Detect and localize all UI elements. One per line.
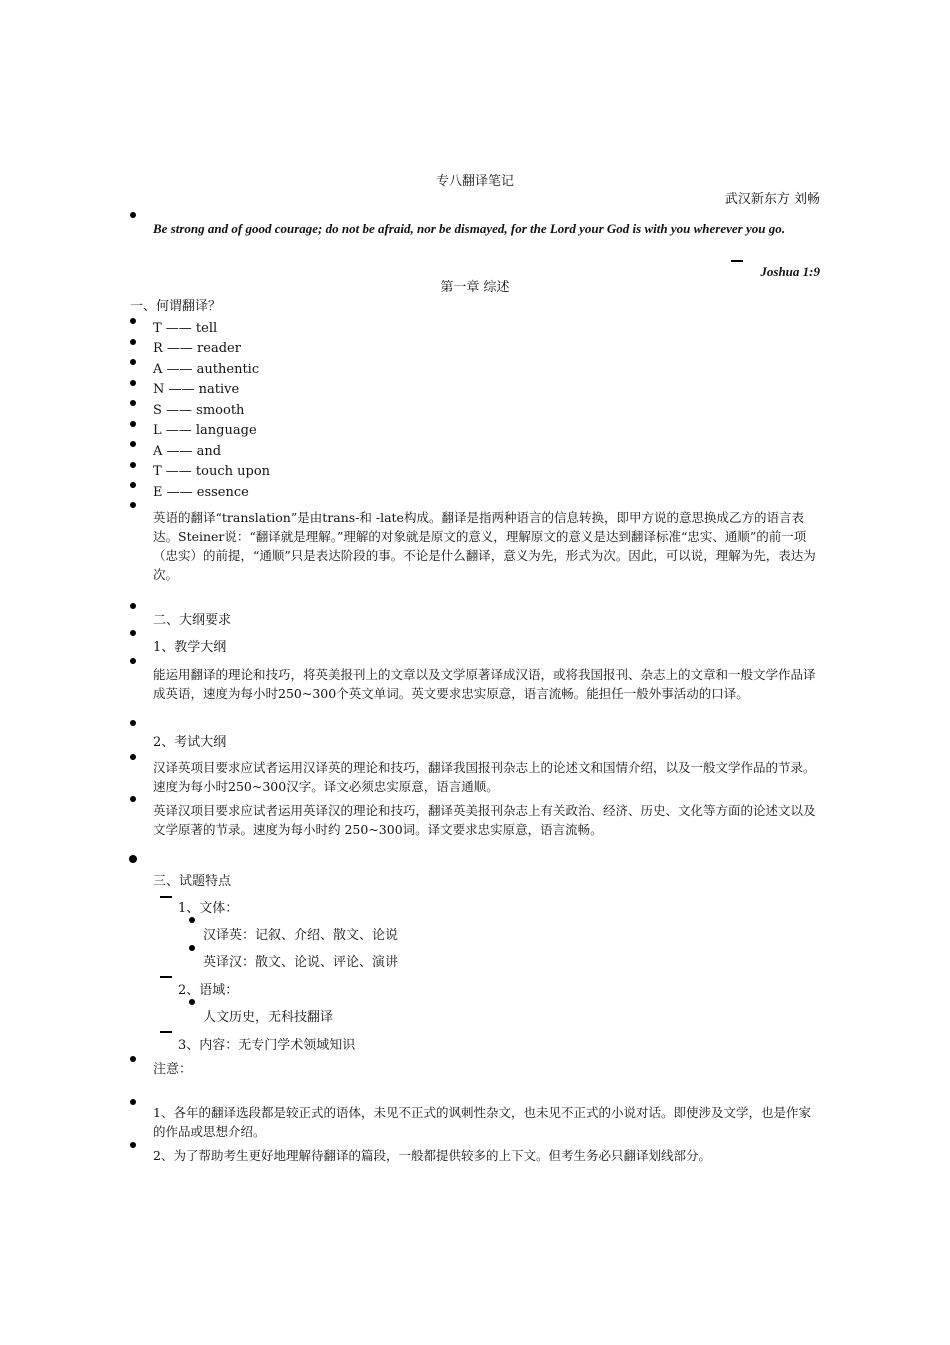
- bullet-icon: [130, 754, 136, 760]
- bullet-icon: [130, 603, 136, 609]
- dash-icon: [160, 976, 172, 978]
- list-item: E —— essence: [153, 485, 249, 500]
- list-item: T —— tell: [153, 321, 218, 336]
- section3-note1: 1、各年的翻译选段都是较正式的语体，未见不正式的讽刺性杂文，也未见不正式的小说对话。即使涉及文学，也是作家的作品或思想介绍。: [153, 1105, 811, 1139]
- section3-style-label: 1、文体：: [178, 901, 239, 916]
- list-item: A —— authentic: [153, 362, 260, 377]
- section3-content-label: 3、内容：无专门学术领域知识: [178, 1038, 356, 1053]
- section2-sub1: 1、教学大纲: [153, 640, 227, 655]
- list-item: S —— smooth: [153, 403, 245, 418]
- section2-sub2: 2、考试大纲: [153, 735, 227, 750]
- list-item: L —— language: [153, 423, 257, 438]
- bullet-icon: [130, 359, 136, 365]
- bullet-icon: [129, 855, 137, 863]
- list-item: T —— touch upon: [153, 464, 271, 479]
- section3-style-c2e: 汉译英：记叙、介绍、散文、论说: [203, 928, 399, 943]
- bullet-icon: [130, 212, 136, 218]
- dash-icon: [160, 896, 172, 898]
- list-item: R —— reader: [153, 341, 241, 356]
- section3-note2: 2、为了帮助考生更好地理解待翻译的篇段，一般都提供较多的上下文。但考生务必只翻译划线部分。: [153, 1148, 711, 1163]
- dash-icon: [160, 1031, 172, 1033]
- section3-domain-text: 人文历史，无科技翻译: [203, 1010, 334, 1025]
- section3-note-label: 注意：: [153, 1062, 193, 1077]
- bullet-icon: [130, 1142, 136, 1148]
- section3-domain-label: 2、语域：: [178, 983, 239, 998]
- quote-source: Joshua 1:9: [760, 264, 820, 279]
- document-title: 专八翻译笔记: [435, 174, 514, 189]
- bullet-icon: [189, 917, 195, 923]
- bullet-icon: [130, 441, 136, 447]
- section1-heading: 一、何谓翻译？: [130, 299, 222, 314]
- bullet-icon: [130, 630, 136, 636]
- bullet-icon: [130, 462, 136, 468]
- bullet-icon: [189, 999, 195, 1005]
- bullet-icon: [130, 1099, 136, 1105]
- bullet-icon: [130, 380, 136, 386]
- bullet-icon: [130, 796, 136, 802]
- bullet-icon: [130, 720, 136, 726]
- bullet-icon: [130, 318, 136, 324]
- author-line: 武汉新东方 刘畅: [724, 192, 820, 207]
- list-item: N —— native: [153, 382, 240, 397]
- section2-sub2-text2: 英译汉项目要求应试者运用英译汉的理论和技巧，翻译英美报刊杂志上有关政治、经济、历史、文化等方面的论述文以及文学原著的节录。速度为每小时约 250~300词。译文要求忠实原意，语言流畅。: [153, 803, 816, 837]
- section3-heading: 三、试题特点: [153, 874, 232, 889]
- chapter-title: 第一章 综述: [440, 280, 510, 295]
- bullet-icon: [130, 421, 136, 427]
- bullet-icon: [130, 1056, 136, 1062]
- bullet-icon: [130, 482, 136, 488]
- bullet-icon: [130, 400, 136, 406]
- quote-text: Be strong and of good courage; do not be afraid, nor be dismayed, for the Lord your God is with you wherever you go.: [153, 221, 785, 236]
- bullet-icon: [130, 658, 136, 664]
- section2-sub2-text1: 汉译英项目要求应试者运用汉译英的理论和技巧，翻译我国报刊杂志上的论述文和国情介绍，以及一般文学作品的节录。速度为每小时250~300汉字。译文必须忠实原意，语言通顺。: [153, 760, 816, 794]
- list-item: A —— and: [153, 444, 222, 459]
- section3-style-e2c: 英译汉：散文、论说、评论、演讲: [203, 955, 399, 970]
- section2-sub1-text: 能运用翻译的理论和技巧，将英美报刊上的文章以及文学原著译成汉语，或将我国报刊、杂志上的文章和一般文学作品译成英语，速度为每小时250~300个英文单词。英文要求忠实原意，语言流畅。能担任一般外事活动的口译。: [153, 667, 816, 701]
- bullet-icon: [189, 945, 195, 951]
- bullet-icon: [130, 339, 136, 345]
- section2-heading: 二、大纲要求: [153, 613, 232, 628]
- section1-paragraph: 英语的翻译“translation”是由trans-和 -late构成。翻译是指两种语言的信息转换，即甲方说的意思换成乙方的语言表达。Steiner说：“翻译就是理解。”理解的对象就是原文的意义，理解原文的意义是达到翻译标准“忠实、通顺”的前一项（忠实）的前提，“通顺”只是表达阶段的事。不论是什么翻译，意义为先，形式为次。因此，可以说，理解为先，表达为次。: [153, 510, 816, 582]
- bullet-icon: [130, 502, 136, 508]
